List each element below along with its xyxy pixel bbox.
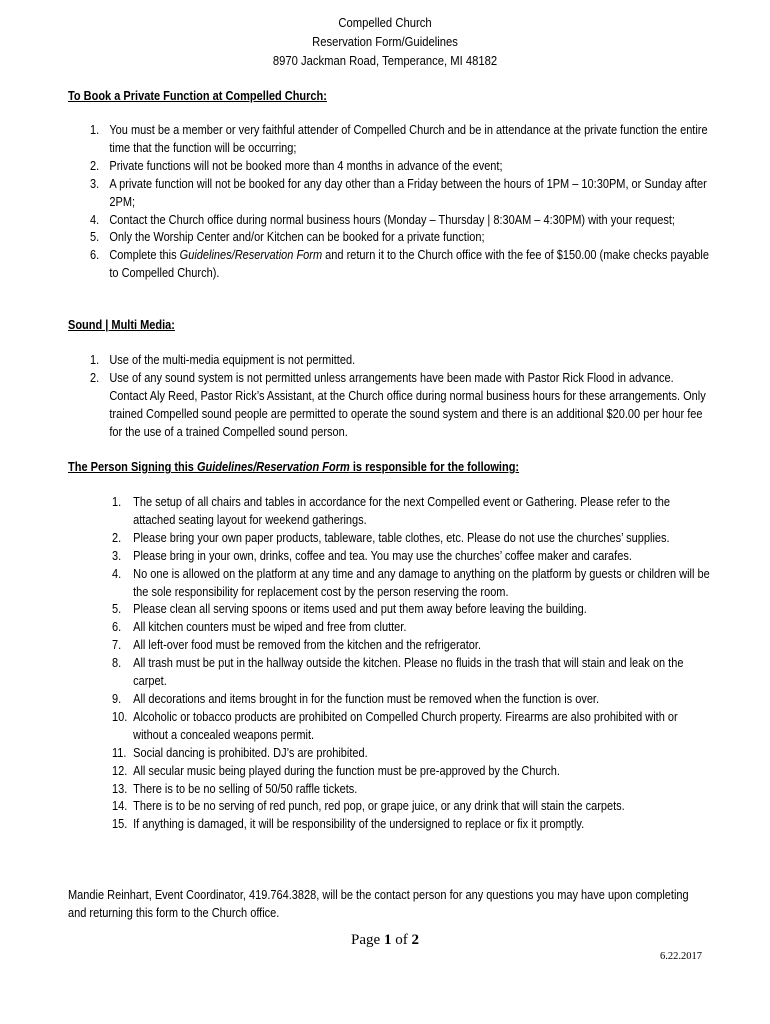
form-title: Reservation Form/Guidelines [312, 35, 458, 49]
list-item: 5. Only the Worship Center and/or Kitchen can be booked for a private function; [90, 230, 485, 245]
church-address: 8970 Jackman Road, Temperance, MI 48182 [272, 54, 498, 68]
list-item: 2. Use of any sound system is not permitted unless arrangements have been made with Pastor Rick Flood in advance. Contact Aly Reed, Pastor Rick’s Assistant, at the Church office during normal business hours for these arrangements. Only trained Compelled sound people are permitted to operate the sound system and there is an additional $20.00 per hour fee for the use of a trained Compelled sound person. [90, 370, 706, 439]
list-item: 6. Complete this Guidelines/Reservation Form and return it to the Church office with the fee of $150.00 (make checks payable to Compelled Church). [90, 248, 709, 281]
revision-date: 6.22.2017 [660, 951, 702, 962]
list-item: 8. All trash must be put in the hallway outside the kitchen. Please no fluids in the trash that will stain and leak on the carpet. [112, 656, 684, 689]
private-function-list [90, 122, 710, 283]
list-item: 4. No one is allowed on the platform at any time and any damage to anything on the platform by guests or children will be the sole responsibility for replacement cost by the person reserving the room. [112, 566, 710, 599]
page-number: Page 1 of 2 [351, 932, 419, 948]
list-item: 9. All decorations and items brought in for the function must be removed when the function is over. [112, 691, 600, 706]
list-item: 7. All left-over food must be removed from the kitchen and the refrigerator. [112, 638, 482, 653]
section-title-sound-media: Sound | Multi Media: [68, 318, 175, 332]
list-item: 10. Alcoholic or tobacco products are prohibited on Compelled Church property. Firearms are also prohibited with or without a concealed weapons permit. [112, 709, 678, 742]
church-name: Compelled Church [338, 16, 432, 30]
responsibilities-list [112, 494, 710, 834]
list-item: 3. A private function will not be booked for any day other than a Friday between the hours of 1PM – 10:30PM, or Sunday after 2PM; [90, 176, 707, 209]
list-item: 5. Please clean all serving spoons or items used and put them away before leaving the building. [112, 602, 587, 617]
list-item: 4. Contact the Church office during normal business hours (Monday – Thursday | 8:30AM – 4:30PM) with your request; [90, 212, 675, 227]
list-item: 1. Use of the multi-media equipment is not permitted. [90, 353, 356, 367]
list-item: 1. The setup of all chairs and tables in accordance for the next Compelled event or Gathering. Please refer to the attached seating layout for weekend gatherings. [112, 495, 670, 527]
section-title-private-function: To Book a Private Function at Compelled Church: [68, 89, 327, 103]
list-item: 14. There is to be no serving of red punch, red pop, or grape juice, or any drink that will stain the carpets. [112, 799, 625, 814]
list-item: 12. All secular music being played during the function must be pre-approved by the Church. [112, 763, 560, 778]
list-item: 13. There is to be no selling of 50/50 raffle tickets. [112, 781, 358, 796]
sound-media-list [90, 352, 710, 442]
list-item: 3. Please bring in your own, drinks, coffee and tea. You may use the churches’ coffee maker and carafes. [112, 548, 632, 563]
list-item: 15. If anything is damaged, it will be responsibility of the undersigned to replace or fix it promptly. [112, 817, 585, 832]
contact-paragraph: Mandie Reinhart, Event Coordinator, 419.764.3828, will be the contact person for any questions you may have upon completing and returning this form to the Church office. [68, 888, 689, 920]
list-item: 6. All kitchen counters must be wiped and free from clutter. [112, 620, 407, 635]
list-item: 11. Social dancing is prohibited. DJ’s are prohibited. [112, 745, 368, 760]
list-item: 2. Please bring your own paper products, tableware, table clothes, etc. Please do not use the churches’ supplies. [112, 530, 670, 545]
section-title-responsibilities: The Person Signing this Guidelines/Reservation Form is responsible for the following: [68, 460, 520, 474]
document-header [39, 14, 732, 71]
list-item: 1. You must be a member or very faithful attender of Compelled Church and be in attendance at the private function the entire time that the function will be occurring; [90, 123, 708, 155]
list-item: 2. Private functions will not be booked more than 4 months in advance of the event; [90, 158, 503, 173]
